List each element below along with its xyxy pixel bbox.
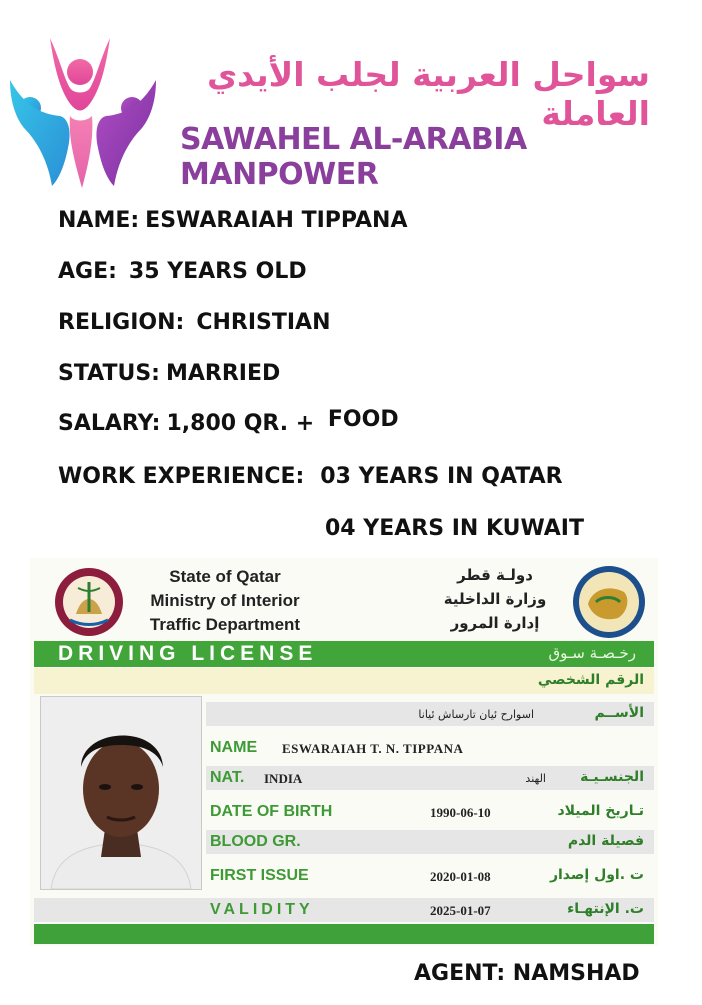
ministry-en: Ministry of Interior xyxy=(150,591,300,610)
age-value: 35 YEARS OLD xyxy=(128,259,307,284)
salary-label: SALARY: xyxy=(58,411,161,436)
age-line xyxy=(58,259,307,284)
age-label: AGE: xyxy=(58,259,117,284)
first-issue-label: FIRST ISSUE xyxy=(210,867,309,884)
driving-license-title: DRIVING LICENSE xyxy=(58,642,318,665)
nat-label: NAT. xyxy=(210,769,245,786)
religion-label: RELIGION: xyxy=(58,310,185,335)
qatar-ministry-emblem-icon xyxy=(48,564,130,642)
nat-value: INDIA xyxy=(264,771,303,786)
salary-line xyxy=(58,407,399,436)
status-label: STATUS: xyxy=(58,361,160,386)
driving-license-card xyxy=(30,558,658,946)
personal-id-row xyxy=(34,668,654,694)
first-issue-row xyxy=(206,864,654,888)
dob-label-ar: تـاريخ الميلاد xyxy=(557,803,644,819)
salary-value: 1,800 QR. + xyxy=(166,411,315,436)
religion-line xyxy=(58,310,331,335)
name-row xyxy=(206,736,654,760)
personal-id-label-ar: الرقم الشخصي xyxy=(537,672,644,688)
name-label-card: NAME xyxy=(210,739,258,756)
name-ar-row xyxy=(206,702,654,726)
gcc-emblem-icon xyxy=(568,562,650,642)
validity-value: 2025-01-07 xyxy=(430,903,491,918)
experience-kuwait: 04 YEARS IN KUWAIT xyxy=(325,516,584,541)
nationality-row xyxy=(206,766,654,790)
validity-row xyxy=(34,898,654,922)
name-label-ar: الأســم xyxy=(594,705,644,721)
department-ar: إدارة المرور xyxy=(450,614,540,632)
driving-license-bar xyxy=(34,641,654,667)
people-raising-hands-logo xyxy=(8,30,158,190)
first-issue-label-ar: ت .اول إصدار xyxy=(549,867,644,883)
status-value: MARRIED xyxy=(165,361,281,386)
status-line xyxy=(58,361,280,386)
name-value: ESWARAIAH TIPPANA xyxy=(145,208,408,233)
experience-label: WORK EXPERIENCE: xyxy=(58,464,305,489)
salary-extra: FOOD xyxy=(327,407,399,432)
experience-qatar: 03 YEARS IN QATAR xyxy=(320,464,563,489)
state-en: State of Qatar xyxy=(169,567,281,586)
religion-value: CHRISTIAN xyxy=(196,310,331,335)
ministry-ar: وزارة الداخلية xyxy=(443,590,547,608)
name-value-ar: اسوارح ئيان تارساش ئيانا xyxy=(418,708,534,721)
agent-name: AGENT: NAMSHAD xyxy=(414,961,640,986)
name-label: NAME: xyxy=(58,208,140,233)
dob-value: 1990-06-10 xyxy=(430,805,491,820)
company-name-english: SAWAHEL AL-ARABIA MANPOWER xyxy=(180,122,527,192)
validity-label-ar: ت. الإنتهـاء xyxy=(567,901,644,917)
blood-label: BLOOD GR. xyxy=(210,833,301,850)
card-bottom-band xyxy=(34,924,654,944)
experience-line xyxy=(58,464,563,489)
nat-value-ar: الهند xyxy=(525,772,546,785)
state-ar: دولـة قطر xyxy=(457,566,533,584)
name-line xyxy=(58,208,408,233)
driving-license-title-ar: رخـصـة سـوق xyxy=(548,644,636,662)
blood-row xyxy=(206,830,654,854)
portrait-photo xyxy=(40,696,202,890)
blood-label-ar: فصيلة الدم xyxy=(567,833,644,849)
portrait-illustration xyxy=(41,697,201,889)
dob-label: DATE OF BIRTH xyxy=(210,803,333,820)
first-issue-value: 2020-01-08 xyxy=(430,869,491,884)
name-value-card: ESWARAIAH T. N. TIPPANA xyxy=(282,741,464,756)
nat-label-ar: الجنسـيـة xyxy=(580,769,644,785)
company-name-arabic: سواحل العربية لجلب الأيدي العاملة xyxy=(206,55,650,133)
validity-label: VALIDITY xyxy=(210,901,314,918)
dob-row xyxy=(206,800,654,824)
department-en: Traffic Department xyxy=(149,615,301,634)
